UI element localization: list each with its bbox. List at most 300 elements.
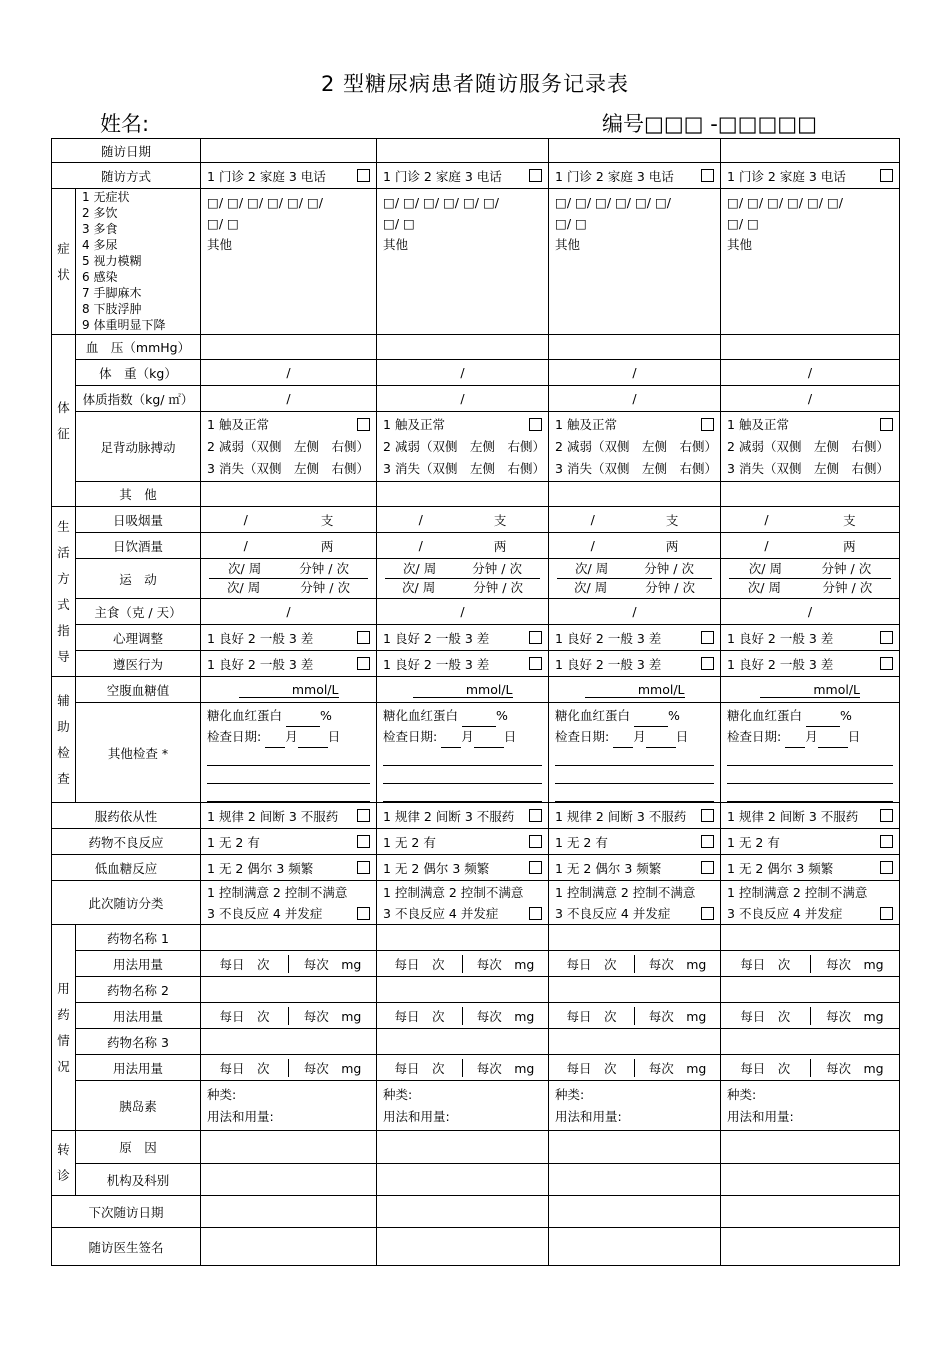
row-fasting-glucose [52, 677, 900, 703]
classify-option: 1 控制满意 2 控制不满意 [727, 884, 868, 900]
smoking-cell[interactable] [201, 507, 377, 533]
other-exam-cell[interactable] [201, 703, 377, 803]
row-smoking [52, 507, 900, 533]
psych-cell[interactable] [721, 625, 900, 651]
per-time: 分钟 / 次 [821, 561, 872, 576]
row-weight [52, 360, 900, 386]
drug-name-cell[interactable] [201, 925, 377, 951]
category-aux-exam: 辅 助 检 查 [52, 677, 76, 803]
checkbox[interactable] [357, 418, 370, 431]
usage-cell[interactable] [377, 1055, 549, 1081]
insulin-cell[interactable] [549, 1081, 721, 1131]
checkbox[interactable] [529, 835, 542, 848]
checkbox[interactable] [701, 835, 714, 848]
day: 日 [847, 729, 861, 744]
smoking-cell[interactable] [721, 507, 900, 533]
hba1c-label: 糖化血红蛋白 [207, 708, 283, 723]
hypo-cell[interactable] [377, 855, 549, 881]
classify-cell[interactable] [377, 881, 549, 925]
label-psych: 心理调整 [76, 625, 201, 651]
staple-cell[interactable]: / [721, 599, 900, 625]
symptom-item: 6 感染 [82, 270, 118, 284]
symptom-boxes[interactable]: □/ □/ □/ □/ □/ □/ [727, 195, 844, 210]
drug-name-cell[interactable] [549, 977, 721, 1003]
symptom-item: 4 多尿 [82, 238, 118, 252]
staple-cell[interactable]: / [201, 599, 377, 625]
compliance-cell[interactable] [201, 651, 377, 677]
checkbox[interactable] [880, 631, 893, 644]
sign-other-cell[interactable] [201, 482, 377, 507]
blank-line[interactable] [727, 784, 893, 802]
checkbox[interactable] [701, 418, 714, 431]
usage-cell[interactable] [201, 951, 377, 977]
classify-option: 3 不良反应 4 并发症 [727, 905, 843, 921]
exercise-cell[interactable] [377, 559, 549, 599]
med-compliance-cell[interactable] [549, 803, 721, 829]
symptom-item: 3 多食 [82, 222, 118, 236]
per-week: 次/ 周 [748, 561, 782, 576]
doctor-sign-cell[interactable] [377, 1228, 549, 1266]
label-blood-pressure: 血 压（mmHg） [76, 335, 201, 360]
weight-cell[interactable]: / [377, 360, 549, 386]
label-fasting-glucose: 空腹血糖值 [76, 677, 201, 703]
hba1c-label: 糖化血红蛋白 [727, 708, 803, 723]
psych-options: 1 良好 2 一般 3 差 [555, 630, 662, 646]
blank-line[interactable] [727, 748, 893, 766]
referral-reason-cell[interactable] [549, 1131, 721, 1164]
checkbox[interactable] [529, 169, 542, 182]
blank-line[interactable] [383, 784, 542, 802]
next-date-cell[interactable] [721, 1196, 900, 1228]
referral-institution-cell[interactable] [549, 1164, 721, 1196]
adverse-cell[interactable] [549, 829, 721, 855]
row-visit-date [52, 139, 900, 163]
unit-liang: 两 [493, 538, 507, 554]
visit-method-cell[interactable] [201, 163, 377, 189]
smoking-cell[interactable] [549, 507, 721, 533]
insulin-type: 种类: [727, 1086, 757, 1102]
classify-cell[interactable] [721, 881, 900, 925]
slash: / [418, 512, 423, 527]
daily-times: 每日 次 [566, 1008, 617, 1024]
unit-cigarettes: 支 [493, 512, 507, 528]
row-insulin [52, 1081, 900, 1131]
drug-name-cell[interactable] [721, 1029, 900, 1055]
category-signs: 体 征 [52, 335, 76, 507]
blank-line[interactable] [555, 748, 714, 766]
fbg-cell[interactable] [201, 677, 377, 703]
drug-name-cell[interactable] [721, 977, 900, 1003]
symptom-cell[interactable] [201, 189, 377, 335]
per-time: 分钟 / 次 [822, 580, 873, 595]
hypo-options: 1 无 2 偶尔 3 频繁 [555, 860, 662, 876]
usage-cell[interactable] [721, 1055, 900, 1081]
checkbox[interactable] [701, 631, 714, 644]
daily-times: 每日 次 [740, 1008, 791, 1024]
symptom-other: 其他 [383, 237, 409, 252]
row-staple [52, 599, 900, 625]
med-compliance-options: 1 规律 2 间断 3 不服药 [727, 808, 859, 824]
symptom-boxes[interactable]: □/ □/ □/ □/ □/ □/ [207, 195, 324, 210]
compliance-cell[interactable] [721, 651, 900, 677]
unit-cigarettes: 支 [665, 512, 679, 528]
hypo-options: 1 无 2 偶尔 3 频繁 [727, 860, 834, 876]
compliance-options: 1 良好 2 一般 3 差 [207, 656, 314, 672]
row-doctor-sign [52, 1228, 900, 1266]
checkbox[interactable] [529, 418, 542, 431]
checkbox[interactable] [529, 809, 542, 822]
blank-line[interactable] [207, 766, 370, 784]
hypo-cell[interactable] [721, 855, 900, 881]
exercise-cell[interactable] [201, 559, 377, 599]
per-time: 分钟 / 次 [644, 561, 694, 576]
unit-liang: 两 [843, 538, 856, 554]
usage-cell[interactable] [549, 1055, 721, 1081]
psych-options: 1 良好 2 一般 3 差 [727, 630, 834, 646]
bp-cell[interactable] [721, 335, 900, 360]
label-smoking: 日吸烟量 [76, 507, 201, 533]
drug-name-cell[interactable] [201, 1029, 377, 1055]
checkbox[interactable] [880, 169, 893, 182]
label-usage: 用法用量 [76, 1055, 201, 1081]
referral-institution-cell[interactable] [377, 1164, 549, 1196]
label-drug2: 药物名称 2 [76, 977, 201, 1003]
staple-cell[interactable]: / [549, 599, 721, 625]
bmi-cell[interactable]: / [721, 386, 900, 412]
per-week: 次/ 周 [747, 580, 781, 595]
checkbox[interactable] [357, 631, 370, 644]
daily-times: 每日 次 [566, 1060, 617, 1076]
next-date-cell[interactable] [549, 1196, 721, 1228]
drug-name-cell[interactable] [377, 977, 549, 1003]
blank-line[interactable] [207, 784, 370, 802]
drug-name-cell[interactable] [201, 977, 377, 1003]
visit-date-cell[interactable] [549, 139, 721, 163]
drinking-cell[interactable] [201, 533, 377, 559]
row-drug3 [52, 1029, 900, 1055]
exercise-cell[interactable] [549, 559, 721, 599]
referral-reason-cell[interactable] [721, 1131, 900, 1164]
category-referral: 转 诊 [52, 1131, 76, 1196]
label-bmi: 体质指数（kg/ ㎡） [76, 386, 201, 412]
per-time: 分钟 / 次 [645, 580, 695, 595]
sign-other-cell[interactable] [549, 482, 721, 507]
pulse-cell[interactable] [377, 412, 549, 482]
dose-mg: 每次 mg [810, 1007, 900, 1025]
drug-name-cell[interactable] [549, 1029, 721, 1055]
slash: / [243, 512, 248, 527]
checkbox[interactable] [701, 861, 714, 874]
referral-reason-cell[interactable] [201, 1131, 377, 1164]
drinking-cell[interactable] [721, 533, 900, 559]
row-drug1 [52, 925, 900, 951]
checkbox[interactable] [529, 861, 542, 874]
symptom-boxes[interactable]: □/ □ [383, 216, 415, 231]
blank-line[interactable] [383, 766, 542, 784]
bmi-cell[interactable]: / [549, 386, 721, 412]
per-time: 分钟 / 次 [300, 580, 350, 595]
classify-option: 3 不良反应 4 并发症 [207, 905, 323, 921]
dose-mg: 每次 mg [462, 1007, 548, 1025]
classify-cell[interactable] [201, 881, 377, 925]
doctor-sign-cell[interactable] [549, 1228, 721, 1266]
med-compliance-cell[interactable] [377, 803, 549, 829]
drug-name-cell[interactable] [721, 925, 900, 951]
bp-cell[interactable] [377, 335, 549, 360]
referral-reason-cell[interactable] [377, 1131, 549, 1164]
label-exercise: 运 动 [76, 559, 201, 599]
insulin-cell[interactable] [377, 1081, 549, 1131]
checkbox[interactable] [880, 835, 893, 848]
visit-method-options: 1 门诊 2 家庭 3 电话 [383, 168, 502, 184]
symptom-cell[interactable] [549, 189, 721, 335]
exam-date-label: 检查日期: [383, 729, 438, 744]
unit-liang: 两 [320, 538, 334, 554]
checkbox[interactable] [701, 169, 714, 182]
next-date-cell[interactable] [377, 1196, 549, 1228]
pulse-option: 2 减弱（双侧 左侧 右侧） [727, 438, 889, 454]
checkbox[interactable] [880, 907, 893, 920]
dose-mg: 每次 mg [810, 955, 900, 973]
usage-cell[interactable] [721, 1003, 900, 1029]
doctor-sign-cell[interactable] [721, 1228, 900, 1266]
pulse-cell[interactable] [549, 412, 721, 482]
symptom-item: 9 体重明显下降 [82, 318, 166, 332]
hypo-options: 1 无 2 偶尔 3 频繁 [207, 860, 314, 876]
label-drug3: 药物名称 3 [76, 1029, 201, 1055]
symptom-other: 其他 [555, 237, 581, 252]
usage-cell[interactable] [377, 951, 549, 977]
bmi-cell[interactable]: / [377, 386, 549, 412]
daily-times: 每日 次 [219, 956, 270, 972]
exam-date-label: 检查日期: [555, 729, 610, 744]
label-visit-date: 随访日期 [52, 139, 201, 163]
drug-name-cell[interactable] [377, 1029, 549, 1055]
blank-line[interactable] [555, 784, 714, 802]
psych-cell[interactable] [377, 625, 549, 651]
med-compliance-cell[interactable] [721, 803, 900, 829]
hypo-cell[interactable] [201, 855, 377, 881]
usage-cell[interactable] [377, 1003, 549, 1029]
pulse-option: 3 消失（双侧 左侧 右侧） [207, 460, 369, 476]
label-drinking: 日饮酒量 [76, 533, 201, 559]
hypo-cell[interactable] [549, 855, 721, 881]
checkbox[interactable] [357, 907, 370, 920]
checkbox[interactable] [357, 861, 370, 874]
unit-liang: 两 [665, 538, 679, 554]
pulse-option: 1 触及正常 [207, 416, 269, 432]
label-usage: 用法用量 [76, 1003, 201, 1029]
checkbox[interactable] [357, 657, 370, 670]
other-exam-cell[interactable] [377, 703, 549, 803]
label-referral-reason: 原 因 [76, 1131, 201, 1164]
other-exam-cell[interactable] [721, 703, 900, 803]
daily-times: 每日 次 [566, 956, 617, 972]
label-doctor-sign: 随访医生签名 [52, 1228, 201, 1266]
dose-mg: 每次 mg [462, 1059, 548, 1077]
per-time: 分钟 / 次 [299, 561, 349, 576]
blank-line[interactable] [727, 766, 893, 784]
checkbox[interactable] [529, 657, 542, 670]
med-compliance-cell[interactable] [201, 803, 377, 829]
usage-cell[interactable] [549, 1003, 721, 1029]
symptom-boxes[interactable]: □/ □ [727, 216, 759, 231]
checkbox[interactable] [529, 907, 542, 920]
hypo-options: 1 无 2 偶尔 3 频繁 [383, 860, 490, 876]
fbg-cell[interactable] [721, 677, 900, 703]
label-weight: 体 重（kg） [76, 360, 201, 386]
drug-name-cell[interactable] [549, 925, 721, 951]
label-other-exam: 其他检查 * [76, 703, 201, 803]
bp-cell[interactable] [549, 335, 721, 360]
adverse-cell[interactable] [201, 829, 377, 855]
per-week: 次/ 周 [575, 561, 609, 576]
checkbox[interactable] [529, 631, 542, 644]
row-usage1 [52, 951, 900, 977]
row-next-date [52, 1196, 900, 1228]
month: 月 [633, 729, 646, 744]
symptom-item: 1 无症状 [82, 190, 130, 204]
label-visit-method: 随访方式 [52, 163, 201, 189]
category-symptoms: 症 状 [52, 189, 76, 335]
fbg-cell[interactable] [377, 677, 549, 703]
adverse-cell[interactable] [721, 829, 900, 855]
insulin-cell[interactable] [721, 1081, 900, 1131]
per-time: 分钟 / 次 [472, 561, 522, 576]
psych-cell[interactable] [549, 625, 721, 651]
day: 日 [327, 729, 341, 744]
pulse-cell[interactable] [721, 412, 900, 482]
symptom-other: 其他 [207, 237, 233, 252]
smoking-cell[interactable] [377, 507, 549, 533]
drug-name-cell[interactable] [377, 925, 549, 951]
weight-cell[interactable]: / [549, 360, 721, 386]
doctor-sign-cell[interactable] [201, 1228, 377, 1266]
pulse-option: 2 减弱（双侧 左侧 右侧） [383, 438, 545, 454]
checkbox[interactable] [357, 809, 370, 822]
checkbox[interactable] [357, 169, 370, 182]
slash: / [243, 538, 248, 553]
insulin-type: 种类: [207, 1086, 237, 1102]
referral-institution-cell[interactable] [721, 1164, 900, 1196]
adverse-cell[interactable] [377, 829, 549, 855]
visit-method-cell[interactable] [721, 163, 900, 189]
fbg-cell[interactable] [549, 677, 721, 703]
checkbox[interactable] [880, 657, 893, 670]
pulse-option: 3 消失（双侧 左侧 右侧） [555, 460, 717, 476]
visit-method-options: 1 门诊 2 家庭 3 电话 [555, 168, 674, 184]
daily-times: 每日 次 [219, 1008, 270, 1024]
checkbox[interactable] [880, 809, 893, 822]
symptom-boxes[interactable]: □/ □ [207, 216, 239, 231]
month: 月 [805, 729, 818, 744]
visit-method-cell[interactable] [377, 163, 549, 189]
other-exam-cell[interactable] [549, 703, 721, 803]
blank-line[interactable] [207, 748, 370, 766]
usage-cell[interactable] [721, 951, 900, 977]
per-week: 次/ 周 [403, 561, 437, 576]
insulin-type: 种类: [555, 1086, 585, 1102]
fbg-unit: mmol/L [239, 682, 339, 698]
psych-cell[interactable] [201, 625, 377, 651]
label-classification: 此次随访分类 [52, 881, 201, 925]
compliance-options: 1 良好 2 一般 3 差 [727, 656, 834, 672]
referral-institution-cell[interactable] [201, 1164, 377, 1196]
row-blood-pressure [52, 335, 900, 360]
bmi-cell[interactable]: / [201, 386, 377, 412]
visit-method-cell[interactable] [549, 163, 721, 189]
visit-date-cell[interactable] [201, 139, 377, 163]
row-usage3 [52, 1055, 900, 1081]
adverse-options: 1 无 2 有 [727, 834, 780, 850]
weight-cell[interactable]: / [721, 360, 900, 386]
staple-cell[interactable]: / [377, 599, 549, 625]
symptom-list [76, 189, 201, 335]
checkbox[interactable] [880, 418, 893, 431]
pulse-cell[interactable] [201, 412, 377, 482]
slash: / [590, 538, 595, 553]
drinking-cell[interactable] [549, 533, 721, 559]
insulin-usage: 用法和用量: [383, 1108, 450, 1124]
blank-line[interactable] [555, 766, 714, 784]
blank-line[interactable] [383, 748, 542, 766]
compliance-cell[interactable] [377, 651, 549, 677]
label-usage: 用法用量 [76, 951, 201, 977]
checkbox[interactable] [701, 657, 714, 670]
visit-date-cell[interactable] [721, 139, 900, 163]
sign-other-cell[interactable] [377, 482, 549, 507]
row-psych [52, 625, 900, 651]
pulse-option: 1 触及正常 [555, 416, 617, 432]
sign-other-cell[interactable] [721, 482, 900, 507]
next-date-cell[interactable] [201, 1196, 377, 1228]
weight-cell[interactable]: / [201, 360, 377, 386]
classify-option: 1 控制满意 2 控制不满意 [207, 884, 348, 900]
classify-option: 1 控制满意 2 控制不满意 [555, 884, 696, 900]
symptom-cell[interactable] [721, 189, 900, 335]
usage-cell[interactable] [201, 1055, 377, 1081]
unit-cigarettes: 支 [843, 512, 856, 528]
symptom-cell[interactable] [377, 189, 549, 335]
usage-cell[interactable] [201, 1003, 377, 1029]
row-hypoglycemia [52, 855, 900, 881]
drinking-cell[interactable] [377, 533, 549, 559]
classify-cell[interactable] [549, 881, 721, 925]
pulse-option: 2 减弱（双侧 左侧 右侧） [207, 438, 369, 454]
checkbox[interactable] [357, 835, 370, 848]
checkbox[interactable] [701, 809, 714, 822]
checkbox[interactable] [880, 861, 893, 874]
symptom-item: 8 下肢浮肿 [82, 302, 142, 316]
insulin-cell[interactable] [201, 1081, 377, 1131]
category-lifestyle: 生 活 方 式 指 导 [52, 507, 76, 677]
visit-date-cell[interactable] [377, 139, 549, 163]
exercise-cell[interactable] [721, 559, 900, 599]
usage-cell[interactable] [549, 951, 721, 977]
pulse-option: 2 减弱（双侧 左侧 右侧） [555, 438, 717, 454]
adverse-options: 1 无 2 有 [383, 834, 436, 850]
slash: / [418, 538, 423, 553]
checkbox[interactable] [701, 907, 714, 920]
symptom-boxes[interactable]: □/ □ [555, 216, 587, 231]
compliance-cell[interactable] [549, 651, 721, 677]
row-other-exam [52, 703, 900, 803]
bp-cell[interactable] [201, 335, 377, 360]
compliance-options: 1 良好 2 一般 3 差 [555, 656, 662, 672]
visit-method-options: 1 门诊 2 家庭 3 电话 [727, 168, 846, 184]
symptom-boxes[interactable]: □/ □/ □/ □/ □/ □/ [555, 195, 672, 210]
symptom-boxes[interactable]: □/ □/ □/ □/ □/ □/ [383, 195, 500, 210]
